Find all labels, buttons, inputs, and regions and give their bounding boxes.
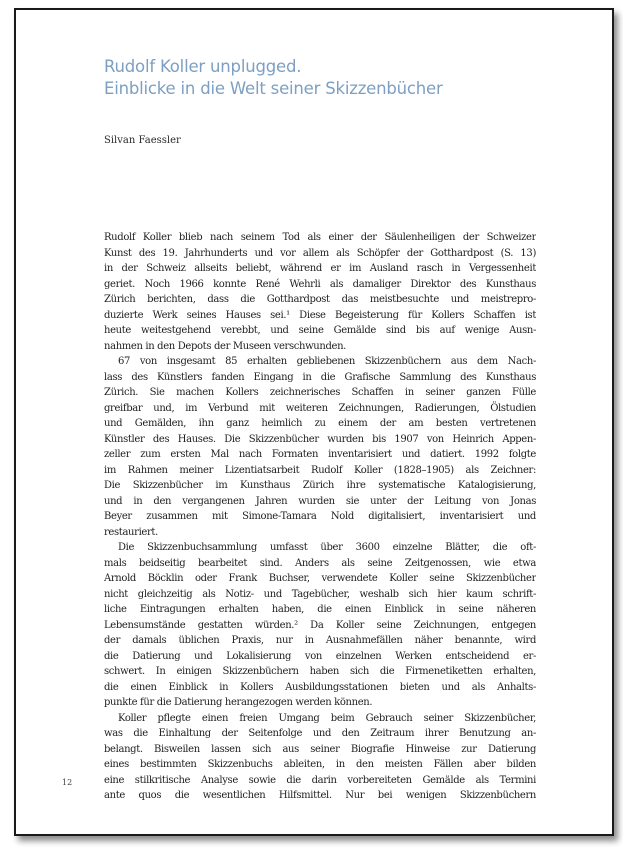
author-name: Silvan Faessler: [104, 135, 181, 146]
text-line: lass des Künstlers fanden Eingang in die Grafische Sammlung des Kunsthaus: [104, 371, 536, 383]
text-line: Beyer zusammen mit Simone-Tamara Nold digitalisiert, inventarisiert und: [104, 511, 536, 522]
page-number: 12: [62, 778, 73, 787]
text-line: Rudolf Koller blieb nach seinem Tod als einer der Säulenheiligen der Schweizer: [104, 232, 536, 243]
text-line: Zürich. Sie machen Kollers zeichnerisches Schaffen in seiner ganzen Fülle: [104, 387, 536, 398]
article-title: [104, 56, 443, 100]
text-line: 67 von insgesamt 85 erhalten gebliebenen Skizzenbüchern aus dem Nach-: [118, 356, 536, 367]
text-line: greifbar und, im Verbund mit weiteren Zeichnungen, Radierungen, Ölstudien: [104, 402, 536, 414]
text-line: in der Schweiz allseits beliebt, während er im Ausland rasch in Vergessenheit: [104, 263, 536, 274]
text-line: eine stilkritische Analyse sowie die darin vorbereiteten Gemälde als Termini: [104, 774, 536, 786]
text-line: die einen Einblick in Kollers Ausbildungsstationen bieten und als Anhalts-: [104, 681, 536, 693]
text-line: liche Eintragungen erhalten haben, die einen Einblick in seine näheren: [104, 604, 536, 615]
body-text: [104, 230, 536, 804]
text-line: die Datierung und Lokalisierung von einzelnen Werken entscheidend er-: [104, 650, 536, 662]
text-line: heute weitestgehend verebbt, und seine Gemälde sind bis auf wenige Ausn-: [104, 325, 536, 336]
text-line: was die Einhaltung der Seitenfolge und den Zeitraum ihrer Benutzung an-: [104, 728, 536, 739]
title-line-2: Einblicke in die Welt seiner Skizzenbücher: [104, 79, 443, 98]
text-line: duzierte Werk seines Hauses sei.¹ Diese Begeisterung für Kollers Schaffen ist: [104, 309, 536, 321]
document-page: [14, 8, 614, 836]
text-line: Arnold Böcklin oder Frank Buchser, verwendete Koller seine Skizzenbücher: [104, 573, 536, 584]
text-line: Zürich berichten, dass die Gotthardpost das meistbesuchte und meistrepro-: [104, 294, 536, 305]
text-line: geriet. Noch 1966 konnte René Wehrli als damaliger Direktor des Kunsthaus: [104, 278, 536, 290]
text-line: Lebensumstände gestatten würden.² Da Koller seine Zeichnungen, entgegen: [104, 619, 536, 631]
text-line: punkte für die Datierung herangezogen werden können.: [104, 697, 373, 708]
text-line: und Gemälden, ihn ganz heimlich zu einem der am besten vertretenen: [104, 418, 536, 429]
text-line: mals beidseitig bearbeitet sind. Anders als seine Zeitgenossen, wie etwa: [104, 557, 536, 569]
text-line: und in den vergangenen Jahren wurden sie unter der Leitung von Jonas: [104, 495, 536, 507]
text-line: Die Skizzenbuchsammlung umfasst über 3600 einzelne Blätter, die oft-: [118, 542, 536, 553]
text-line: ante quos die wesentlichen Hilfsmittel. Nur bei wenigen Skizzenbüchern: [104, 790, 536, 801]
text-line: restauriert.: [104, 526, 158, 538]
text-line: im Rahmen meiner Lizentiatsarbeit Rudolf Koller (1828–1905) als Zeichner:: [104, 464, 536, 476]
title-line-1: Rudolf Koller unplugged.: [104, 57, 302, 76]
text-line: Kunst des 19. Jahrhunderts und vor allem als Schöpfer der Gotthardpost (S. 13): [104, 247, 536, 259]
text-line: Koller pflegte einen freien Umgang beim Gebrauch seiner Skizzenbücher,: [118, 712, 536, 724]
text-line: nicht gleichzeitig als Notiz- und Tagebücher, weshalb sich hier kaum schrift-: [104, 588, 536, 600]
text-line: der damals üblichen Praxis, nur in Ausnahmefällen näher benannte, wird: [104, 635, 536, 646]
text-line: nahmen in den Depots der Museen verschwunden.: [104, 340, 346, 352]
text-line: Die Skizzenbücher im Kunsthaus Zürich ihre systematische Katalogisierung,: [104, 480, 536, 491]
text-line: belangt. Bisweilen lassen sich aus seiner Biografie Hinweise zur Datierung: [104, 743, 536, 755]
text-line: schwert. In einigen Skizzenbüchern haben sich die Firmenetiketten erhalten,: [104, 666, 536, 677]
text-line: eines bestimmten Skizzenbuchs ableiten, in den meisten Fällen aber bilden: [104, 759, 536, 770]
text-line: zeller zum ersten Mal nach Formaten inventarisiert und datiert. 1992 folgte: [104, 449, 536, 460]
text-line: Künstler des Hauses. Die Skizzenbücher wurden bis 1907 von Heinrich Appen-: [104, 433, 536, 445]
